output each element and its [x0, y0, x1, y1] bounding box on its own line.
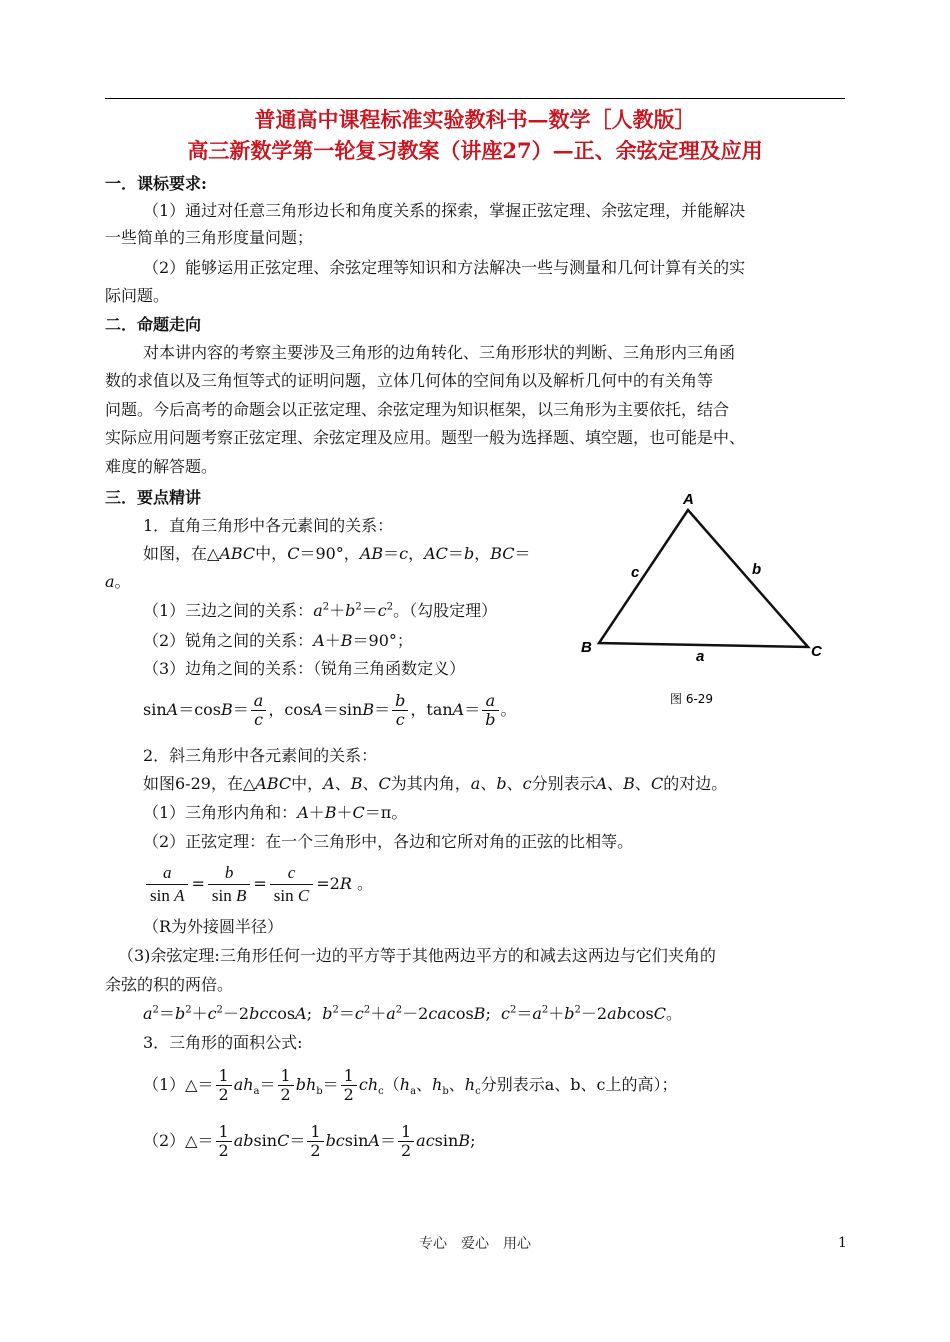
page-footer: 专心 爱心 用心: [419, 1236, 531, 1252]
area-formula-2: （2）△＝ $\frac{1}{2}$ absinC＝ $\frac{1}{2}$ bcsinA＝ $\frac{1}{2}$ acsinB;: [143, 1122, 476, 1160]
sine-law-text: （2）正弦定理：在一个三角形中，各边和它所对角的正弦的比相等。: [143, 832, 634, 851]
cosine-law-formula: $a^2=b^2+c^2-2bccosA$; $b^2=c^2+a^2-2cacosB$; $c^2=a^2+b^2-2abcosC$。: [143, 1004, 682, 1023]
paragraph: （2）能够运用正弦定理、余弦定理等知识和方法解决一些与测量和几何计算有关的实: [143, 258, 746, 277]
item-heading: 1．直角三角形中各元素间的关系：: [143, 516, 394, 535]
cosine-law-text: （3)余弦定理:三角形任何一边的平方等于其他两边平方的和减去这两边与它们夹角的: [118, 946, 716, 965]
side-label-c: c: [631, 564, 640, 581]
paragraph: 际问题。: [105, 286, 170, 305]
side-label-a: a: [696, 648, 705, 665]
paragraph: 一些简单的三角形度量问题；: [105, 228, 314, 247]
item-heading: 2．斜三角形中各元素间的关系：: [143, 746, 378, 765]
vertex-label-b: B: [581, 639, 592, 656]
vertex-label-c: C: [811, 643, 822, 660]
relation-1: （1）三边之间的关系：$a^2+b^2=c^2$。（勾股定理）: [143, 601, 498, 620]
trig-definitions: sinA＝cosB＝ $\frac{a}{c}$ ，cosA＝sinB＝ $\frac{b}{c}$ ，tanA＝ $\frac{a}{b}$ 。: [143, 691, 517, 729]
sine-law-formula: $\frac{a}{\text{sin A}}$ = $\frac{b}{\text{sin B}}$ = $\frac{c}{\text{sin C}}$ =2R 。: [143, 860, 373, 908]
angle-sum: （1）三角形内角和：A＋B＋C＝π。: [143, 803, 408, 822]
section-heading-3: 三．要点精讲: [105, 488, 202, 507]
triangle-figure: [575, 485, 835, 715]
paragraph: 对本讲内容的考察主要涉及三角形的边角转化、三角形形状的判断、三角形内三角函: [143, 343, 736, 362]
page-number: 1: [838, 1235, 847, 1251]
item1-intro: 如图，在△ABC中，C＝90°，AB＝c，AC＝b，BC＝: [143, 544, 531, 563]
triangle-diagram: [575, 485, 835, 715]
paragraph: 问题。今后高考的命题会以正弦定理、余弦定理为知识框架，以三角形为主要依托，结合: [105, 400, 730, 419]
figure-caption: 图 6-29: [670, 692, 714, 706]
item2-intro: 如图6-29，在△ABC中，A、B、C为其内角，a、b、c分别表示A、B、C的对边。: [143, 774, 728, 793]
relation-2: （2）锐角之间的关系：A＋B＝90°；: [143, 631, 413, 650]
relation-3: （3）边角之间的关系：（锐角三角函数定义）: [143, 659, 466, 678]
paragraph: 实际应用问题考察正弦定理、余弦定理及应用。题型一般为选择题、填空题，也可能是中、: [105, 428, 746, 447]
top-rule: [105, 98, 845, 99]
doc-title-line2: 高三新数学第一轮复习教案（讲座27）—正、余弦定理及应用: [187, 138, 763, 163]
item-heading: 3．三角形的面积公式:: [143, 1033, 303, 1052]
paragraph: 难度的解答题。: [105, 457, 218, 476]
sine-law-note: （R为外接圆半径）: [143, 917, 284, 936]
doc-title-line1: 普通高中课程标准实验教科书—数学［人教版］: [254, 107, 696, 132]
vertex-label-a: A: [683, 491, 694, 508]
paragraph: 数的求值以及三角恒等式的证明问题，立体几何体的空间角以及解析几何中的有关角等: [105, 371, 714, 390]
item1-intro-cont: a。: [105, 572, 131, 591]
area-formula-1: （1）△＝ $\frac{1}{2}$ $ah_a=$ $\frac{1}{2}$ $bh_b=$ $\frac{1}{2}$ $ch_c(h_a$、$h_b$、$h_c$分别表示a、b、c上的高）；: [143, 1066, 678, 1104]
section-heading-1: 一．课标要求:: [105, 174, 207, 193]
paragraph: （1）通过对任意三角形边长和角度关系的探索，掌握正弦定理、余弦定理，并能解决: [143, 201, 746, 220]
cosine-law-text-cont: 余弦的积的两倍。: [105, 975, 234, 994]
section-heading-2: 二．命题走向: [105, 315, 202, 334]
side-label-b: b: [752, 561, 762, 578]
